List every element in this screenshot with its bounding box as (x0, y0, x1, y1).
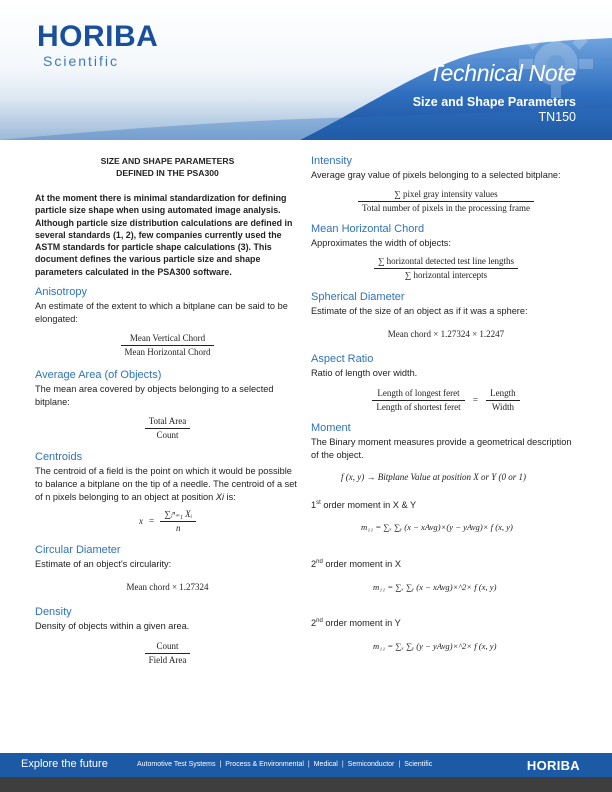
section-title: Centroids (35, 451, 83, 464)
denominator: Width (491, 401, 514, 412)
section-aspect-ratio (311, 353, 581, 413)
fraction (121, 333, 215, 358)
section-text-part: is: (223, 491, 236, 502)
order-label-text: order moment in X (325, 559, 401, 570)
formula (311, 256, 581, 281)
formula: f (x, y) → Bitplane Value at position X or Y (0 or 1) (341, 472, 526, 483)
section-text: The Binary moment measures provide a geometrical description of the object. (311, 436, 572, 460)
formula (35, 416, 300, 441)
numerator: Count (145, 641, 191, 654)
order-label-text: order moment in X & Y (323, 499, 417, 510)
order-number: 1 (311, 499, 317, 510)
fraction (358, 189, 534, 214)
formula: Mean chord × 1.27324 (126, 581, 209, 592)
section-moment (311, 422, 581, 653)
formula (311, 388, 581, 413)
page-header (0, 0, 612, 140)
numerator: Total Area (145, 416, 191, 429)
numerator: ∑ horizontal detected test line lengths (374, 256, 518, 269)
order-label-text: order moment in Y (325, 618, 401, 629)
footer-link-scientific[interactable]: Scientific (404, 761, 433, 768)
denominator: Field Area (148, 655, 187, 666)
formula (35, 333, 300, 358)
formula: Mean chord × 1.27324 × 1.2247 (387, 328, 505, 339)
numerator: Length of longest feret (372, 388, 464, 401)
formula: m₁₁ = ∑ₓ ∑ᵧ (y − yAvg)×^2× f (x, y) (373, 640, 497, 651)
section-title: Intensity (311, 155, 352, 167)
section-spherical-diameter (311, 291, 581, 340)
footer-separator: | (307, 761, 310, 768)
section-text: An estimate of the extent to which a bitplane can be said to be elongated: (35, 301, 288, 324)
formula-lhs: x (139, 516, 143, 527)
footer-link-automotive[interactable]: Automotive Test Systems (137, 761, 216, 768)
section-centroids (35, 451, 300, 534)
fraction (374, 256, 518, 281)
section-text: Estimate of the size of an object as if it was a sphere: (311, 306, 528, 317)
footer-separator: | (219, 761, 222, 768)
footer-strip (0, 777, 612, 792)
document-title: SIZE AND SHAPE PARAMETERS DEFINED IN THE PSA300 (100, 156, 235, 178)
section-title: Average Area (of Objects) (35, 369, 162, 382)
denominator: ∑ horizontal intercepts (404, 270, 488, 281)
section-mean-horizontal-chord (311, 223, 581, 282)
denominator: Count (156, 430, 179, 441)
section-text: The mean area covered by objects belonging to a selected bitplane: (35, 384, 274, 407)
footer-separator: | (398, 761, 401, 768)
section-intensity (311, 155, 581, 214)
section-average-area (35, 369, 300, 441)
section-title: Density (35, 606, 72, 619)
section-text: Estimate of an object’s circularity: (35, 559, 172, 570)
fraction (372, 388, 464, 413)
intro-paragraph: At the moment there is minimal standardization for defining particle size shape when using automated image analysis. Although particle size distribution calculations are defined in several standards (1, 2), few companies currently used the ASTM standards for particle shape calculations (3). This document defines the various particle size and shape parameters calculated in the PSA300 software. (35, 193, 293, 277)
page-subtitle: Size and Shape Parameters (412, 95, 576, 109)
section-title: Aspect Ratio (311, 353, 374, 366)
formula (35, 641, 300, 666)
position-variable: Xi (215, 491, 224, 502)
order-label (311, 497, 581, 512)
order-number: 2 (311, 618, 317, 629)
formula: m₁₁ = ∑ₓ ∑ᵧ (x − xAvg)×^2× f (x, y) (373, 581, 497, 592)
page-title: Technical Note (428, 60, 576, 86)
denominator: Total number of pixels in the processing frame (361, 202, 531, 213)
fraction (160, 509, 196, 534)
section-text: Approximates the width of objects: (311, 237, 451, 248)
section-title: Circular Diameter (35, 544, 121, 557)
fraction (145, 641, 191, 666)
logo-subtitle: Scientific (43, 53, 120, 69)
right-column (311, 155, 581, 653)
order-label (311, 556, 581, 571)
order-suffix: nd (316, 618, 323, 625)
order-suffix: st (316, 499, 321, 506)
footer-link-process[interactable]: Process & Environmental (225, 761, 304, 768)
footer-separator: | (341, 761, 344, 768)
section-anisotropy (35, 286, 300, 358)
section-text: Density of objects within a given area. (35, 621, 190, 632)
numerator: Length (486, 388, 520, 401)
denominator: Mean Horizontal Chord (124, 347, 211, 358)
section-title: Mean Horizontal Chord (311, 222, 425, 235)
left-column (35, 155, 300, 666)
section-title: Spherical Diameter (311, 291, 405, 304)
section-text: Ratio of length over width. (311, 368, 418, 379)
footer-horiba-logo[interactable]: HORIBA (526, 758, 580, 773)
page-footer (0, 753, 612, 777)
section-circular-diameter (35, 544, 300, 593)
footer-link-semiconductor[interactable]: Semiconductor (347, 761, 395, 768)
section-text: Average gray value of pixels belonging to a selected bitplane: (311, 170, 561, 180)
numerator: Mean Vertical Chord (121, 333, 215, 346)
order-number: 2 (311, 559, 317, 570)
formula (311, 189, 581, 214)
footer-links (137, 761, 432, 768)
fraction (486, 388, 520, 413)
section-title: Moment (311, 421, 351, 434)
numerator: ∑ pixel gray intensity values (358, 189, 534, 202)
section-text-part: The centroid of a field is the point on which it would be possible to balance a bitplane on the tip of a needle. The centroid of a set of n pixels belonging to an object at position (35, 466, 297, 502)
footer-slogan: Explore the future (21, 758, 108, 770)
numerator: ∑ᵢⁿ₌₁ Xᵢ (160, 509, 196, 522)
footer-link-medical[interactable]: Medical (313, 761, 338, 768)
section-density (35, 606, 300, 666)
formula: m₁₁ = ∑ₓ ∑ᵧ (x − xAvg)×(y − yAvg)× f (x, y) (361, 522, 513, 533)
fraction (145, 416, 191, 441)
formula: x = $\frac{\text{∑ᵢⁿ₌₁ Xᵢ}}{n}$ (35, 509, 300, 534)
denominator: Length of shortest feret (376, 401, 461, 412)
document-number: TN150 (538, 110, 576, 124)
section-title: Anisotropy (35, 286, 87, 299)
section-text (35, 465, 300, 503)
order-suffix: nd (316, 559, 323, 565)
horiba-logo[interactable]: HORIBA (37, 20, 159, 53)
equals-sign: = (472, 395, 478, 406)
order-label (311, 615, 581, 630)
denominator: n (175, 523, 181, 534)
